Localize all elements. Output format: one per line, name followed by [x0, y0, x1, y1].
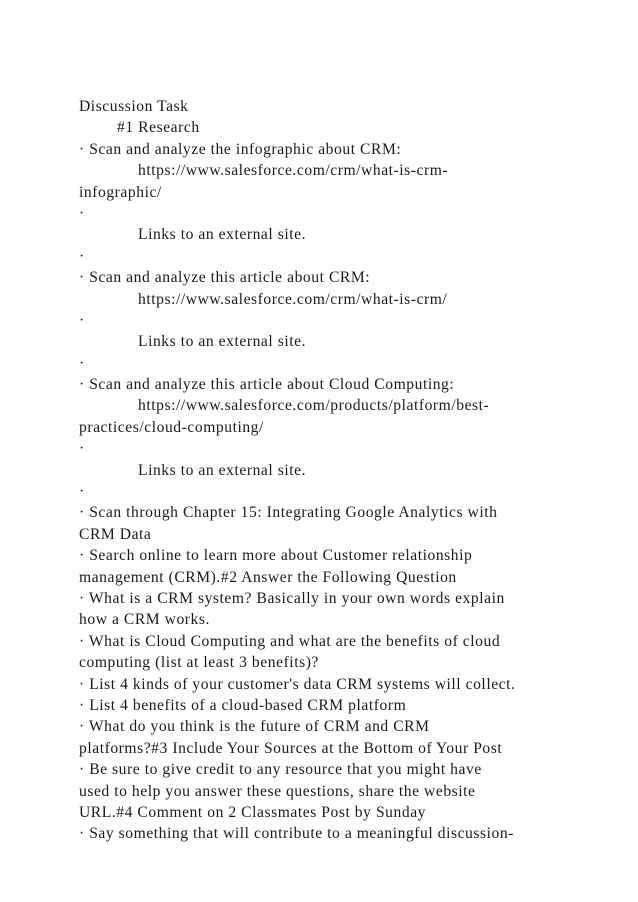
text-line: ·: [79, 354, 85, 372]
text-line: Links to an external site.: [138, 461, 307, 479]
text-line: management (CRM).#2 Answer the Following Question: [79, 568, 457, 586]
text-line: Links to an external site.: [138, 226, 307, 244]
text-line: how a CRM works.: [79, 611, 210, 629]
text-line: · List 4 kinds of your customer's data CRM systems will collect.: [79, 675, 516, 693]
text-line: · What is a CRM system? Basically in your own words explain: [79, 589, 505, 607]
text-line: https://www.salesforce.com/products/platform/best-: [138, 397, 490, 415]
text-line: used to help you answer these questions, share the website: [79, 782, 476, 800]
text-line: ·: [79, 440, 85, 458]
text-line: computing (list at least 3 benefits)?: [79, 654, 319, 672]
text-line: ·: [79, 204, 85, 222]
text-line: https://www.salesforce.com/crm/what-is-crm-: [138, 162, 449, 180]
text-line: · Scan and analyze this article about CRM:: [79, 269, 371, 287]
text-line: · Say something that will contribute to a meaningful discussion-: [79, 825, 514, 843]
document-body: [79, 96, 619, 845]
text-line: Discussion Task: [79, 98, 189, 115]
text-line: · Scan through Chapter 15: Integrating Google Analytics with: [79, 504, 498, 522]
text-line: ·: [79, 311, 85, 329]
text-line: · What is Cloud Computing and what are the benefits of cloud: [79, 632, 501, 650]
text-line: CRM Data: [79, 525, 152, 543]
text-line: practices/cloud-computing/: [79, 418, 264, 436]
text-line: platforms?#3 Include Your Sources at the Bottom of Your Post: [79, 739, 503, 757]
text-line: · Scan and analyze the infographic about CRM:: [79, 140, 402, 158]
text-line: ·: [79, 483, 85, 501]
text-line: · Search online to learn more about Customer relationship: [79, 547, 473, 565]
text-line: Links to an external site.: [138, 333, 307, 351]
text-line: https://www.salesforce.com/crm/what-is-crm/: [138, 290, 448, 308]
text-line: · Be sure to give credit to any resource that you might have: [79, 761, 482, 779]
text-line: · Scan and analyze this article about Cloud Computing:: [79, 376, 455, 394]
text-line: infographic/: [79, 183, 162, 201]
text-line: URL.#4 Comment on 2 Classmates Post by Sunday: [79, 803, 427, 821]
text-line: · List 4 benefits of a cloud-based CRM platform: [79, 696, 407, 714]
text-line: #1 Research: [117, 119, 200, 137]
text-line: ·: [79, 247, 85, 265]
text-line: · What do you think is the future of CRM and CRM: [79, 718, 430, 736]
